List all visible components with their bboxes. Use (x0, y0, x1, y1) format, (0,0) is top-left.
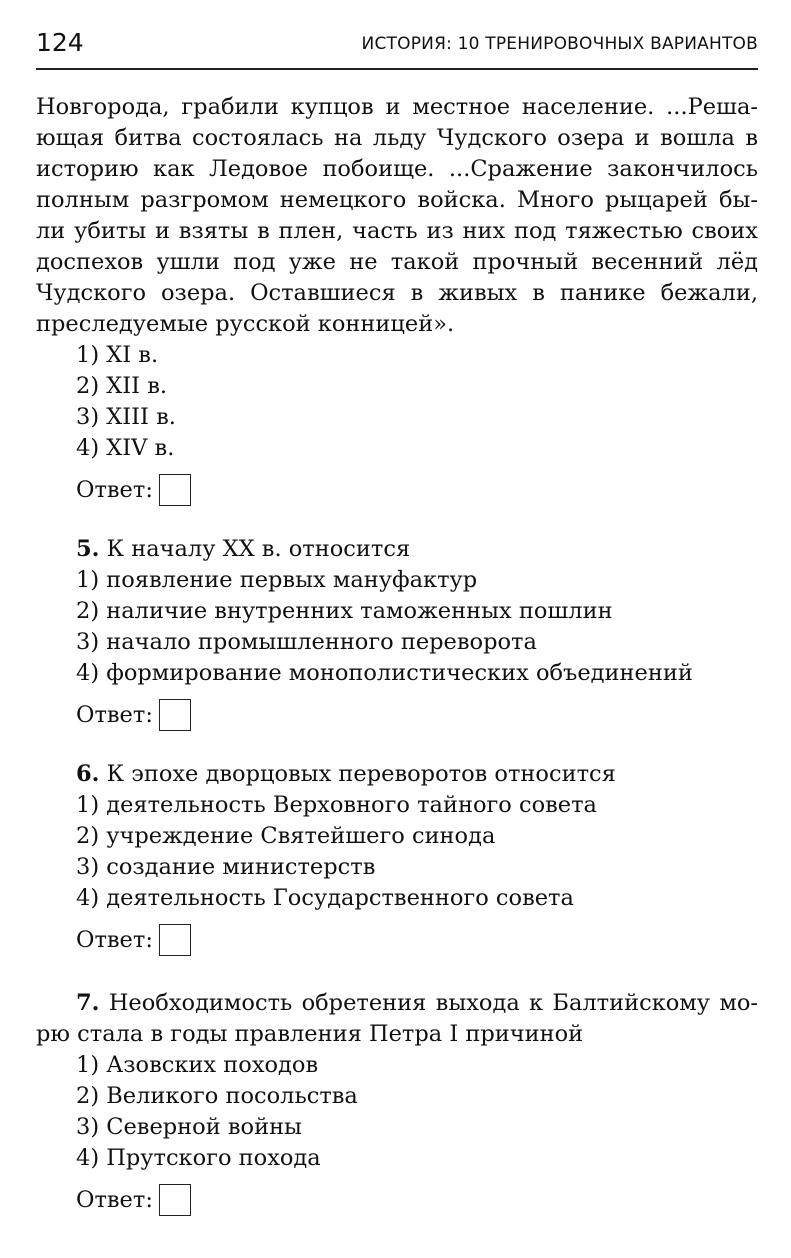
page-number: 124 (36, 28, 84, 57)
option-item: 3) создание министерств (76, 854, 376, 880)
question-5-answer (36, 693, 758, 737)
option-item: 3) XIII в. (76, 404, 176, 430)
option-item: 1) XI в. (76, 342, 159, 368)
option-item: 4) Прутского похода (76, 1145, 321, 1171)
option-item: 2) Великого посольства (76, 1083, 358, 1109)
answer-box[interactable] (159, 1184, 191, 1216)
answer-label: Ответ: (76, 927, 153, 953)
answer-box[interactable] (159, 474, 191, 506)
question-7 (36, 988, 758, 1222)
question-5-text (36, 534, 758, 565)
answer-label: Ответ: (76, 1187, 153, 1213)
question-number: 6. (76, 761, 100, 787)
question-number: 7. (76, 990, 100, 1016)
option-item: 2) наличие внутренних таможенных пошлин (76, 598, 613, 624)
option-item: 4) формирование монополистических объединений (76, 660, 693, 686)
question-7-answer (36, 1178, 758, 1222)
passage-line: преследуемые русской конницей». (36, 311, 455, 337)
page-body (36, 92, 758, 1222)
passage-line: доспехов ушли под уже не такой прочный весенний лёд (36, 249, 758, 275)
answer-label: Ответ: (76, 702, 153, 728)
question-text: Необходимость обретения выхода к Балтийскому мо- (108, 990, 758, 1016)
option-item: 4) деятельность Государственного совета (76, 885, 574, 911)
option-item: 1) деятельность Верховного тайного совета (76, 792, 597, 818)
page-header (36, 24, 758, 70)
option-item: 1) Азовских походов (76, 1052, 319, 1078)
question-number: 5. (76, 536, 100, 562)
passage-line: полным разгромом немецкого войска. Много рыцарей бы- (36, 187, 758, 213)
passage-line: Новгорода, грабили купцов и местное население. ...Реша- (36, 94, 758, 120)
passage-line: ли убиты и взяты в плен, часть из них под тяжестью своих (36, 218, 758, 244)
option-item: 3) начало промышленного переворота (76, 629, 537, 655)
question-text: К началу XX в. относится (106, 536, 411, 562)
question-6 (36, 759, 758, 962)
question-7-text-line1 (36, 988, 758, 1019)
question-7-text-line2: рю стала в годы правления Петра I причиной (36, 1021, 584, 1047)
question-5 (36, 534, 758, 737)
option-item: 2) учреждение Святейшего синода (76, 823, 496, 849)
option-item: 1) появление первых мануфактур (76, 567, 478, 593)
passage-line: ющая битва состоялась на льду Чудского озера и вошла в (36, 125, 758, 151)
passage-line: Чудского озера. Оставшиеся в живых в панике бежали, (36, 280, 758, 306)
answer-box[interactable] (159, 699, 191, 731)
option-item: 2) XII в. (76, 373, 168, 399)
question-text: К эпохе дворцовых переворотов относится (106, 761, 616, 787)
option-item: 3) Северной войны (76, 1114, 302, 1140)
question-6-answer (36, 918, 758, 962)
question-4-options (36, 340, 758, 464)
passage-line: историю как Ледовое побоище. ...Сражение закончилось (36, 156, 758, 182)
option-item: 4) XIV в. (76, 435, 175, 461)
answer-box[interactable] (159, 924, 191, 956)
question-4-answer (36, 468, 758, 512)
answer-label: Ответ: (76, 477, 153, 503)
running-title: ИСТОРИЯ: 10 ТРЕНИРОВОЧНЫХ ВАРИАНТОВ (361, 34, 758, 54)
question-4-passage (36, 92, 758, 340)
question-6-text (36, 759, 758, 790)
